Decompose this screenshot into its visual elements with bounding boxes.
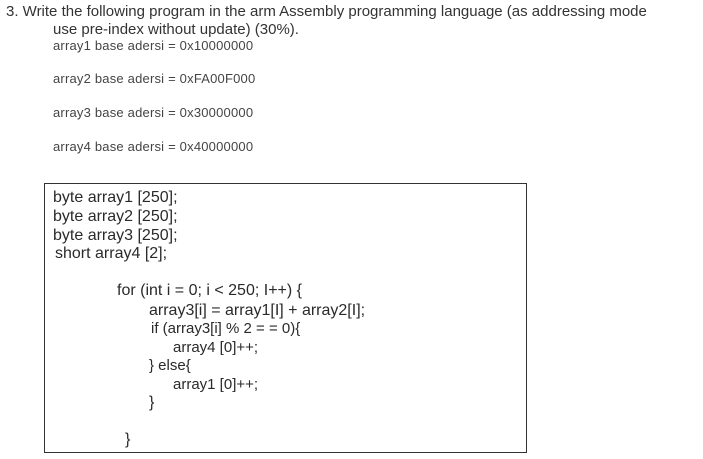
- code-line: byte array2 [250];: [53, 208, 178, 225]
- code-line: byte array1 [250];: [53, 189, 178, 206]
- code-line: }: [149, 394, 155, 411]
- array3-base-address: array3 base adersi = 0x30000000: [53, 105, 254, 120]
- array4-base-address: array4 base adersi = 0x40000000: [53, 139, 254, 154]
- question-line-2: use pre-index without update) (30%).: [53, 21, 299, 38]
- question-line-1: 3. Write the following program in the arm Assembly programming language (as addressing mode: [6, 3, 647, 20]
- code-line: } else{: [149, 357, 191, 374]
- array2-base-address: array2 base adersi = 0xFA00F000: [53, 71, 256, 86]
- code-line: array1 [0]++;: [173, 376, 259, 393]
- code-line: array3[i] = array1[I] + array2[I];: [149, 302, 366, 319]
- code-line: for (int i = 0; i < 250; I++) {: [117, 282, 302, 299]
- code-line: }: [125, 431, 131, 448]
- code-line: byte array3 [250];: [53, 227, 178, 244]
- question-text: [6, 3, 701, 39]
- array1-base-address: array1 base adersi = 0x10000000: [53, 38, 254, 53]
- code-line: array4 [0]++;: [173, 339, 259, 356]
- code-box: [44, 183, 527, 453]
- code-line: short array4 [2];: [55, 245, 168, 262]
- code-line: if (array3[i] % 2 = = 0){: [151, 320, 301, 337]
